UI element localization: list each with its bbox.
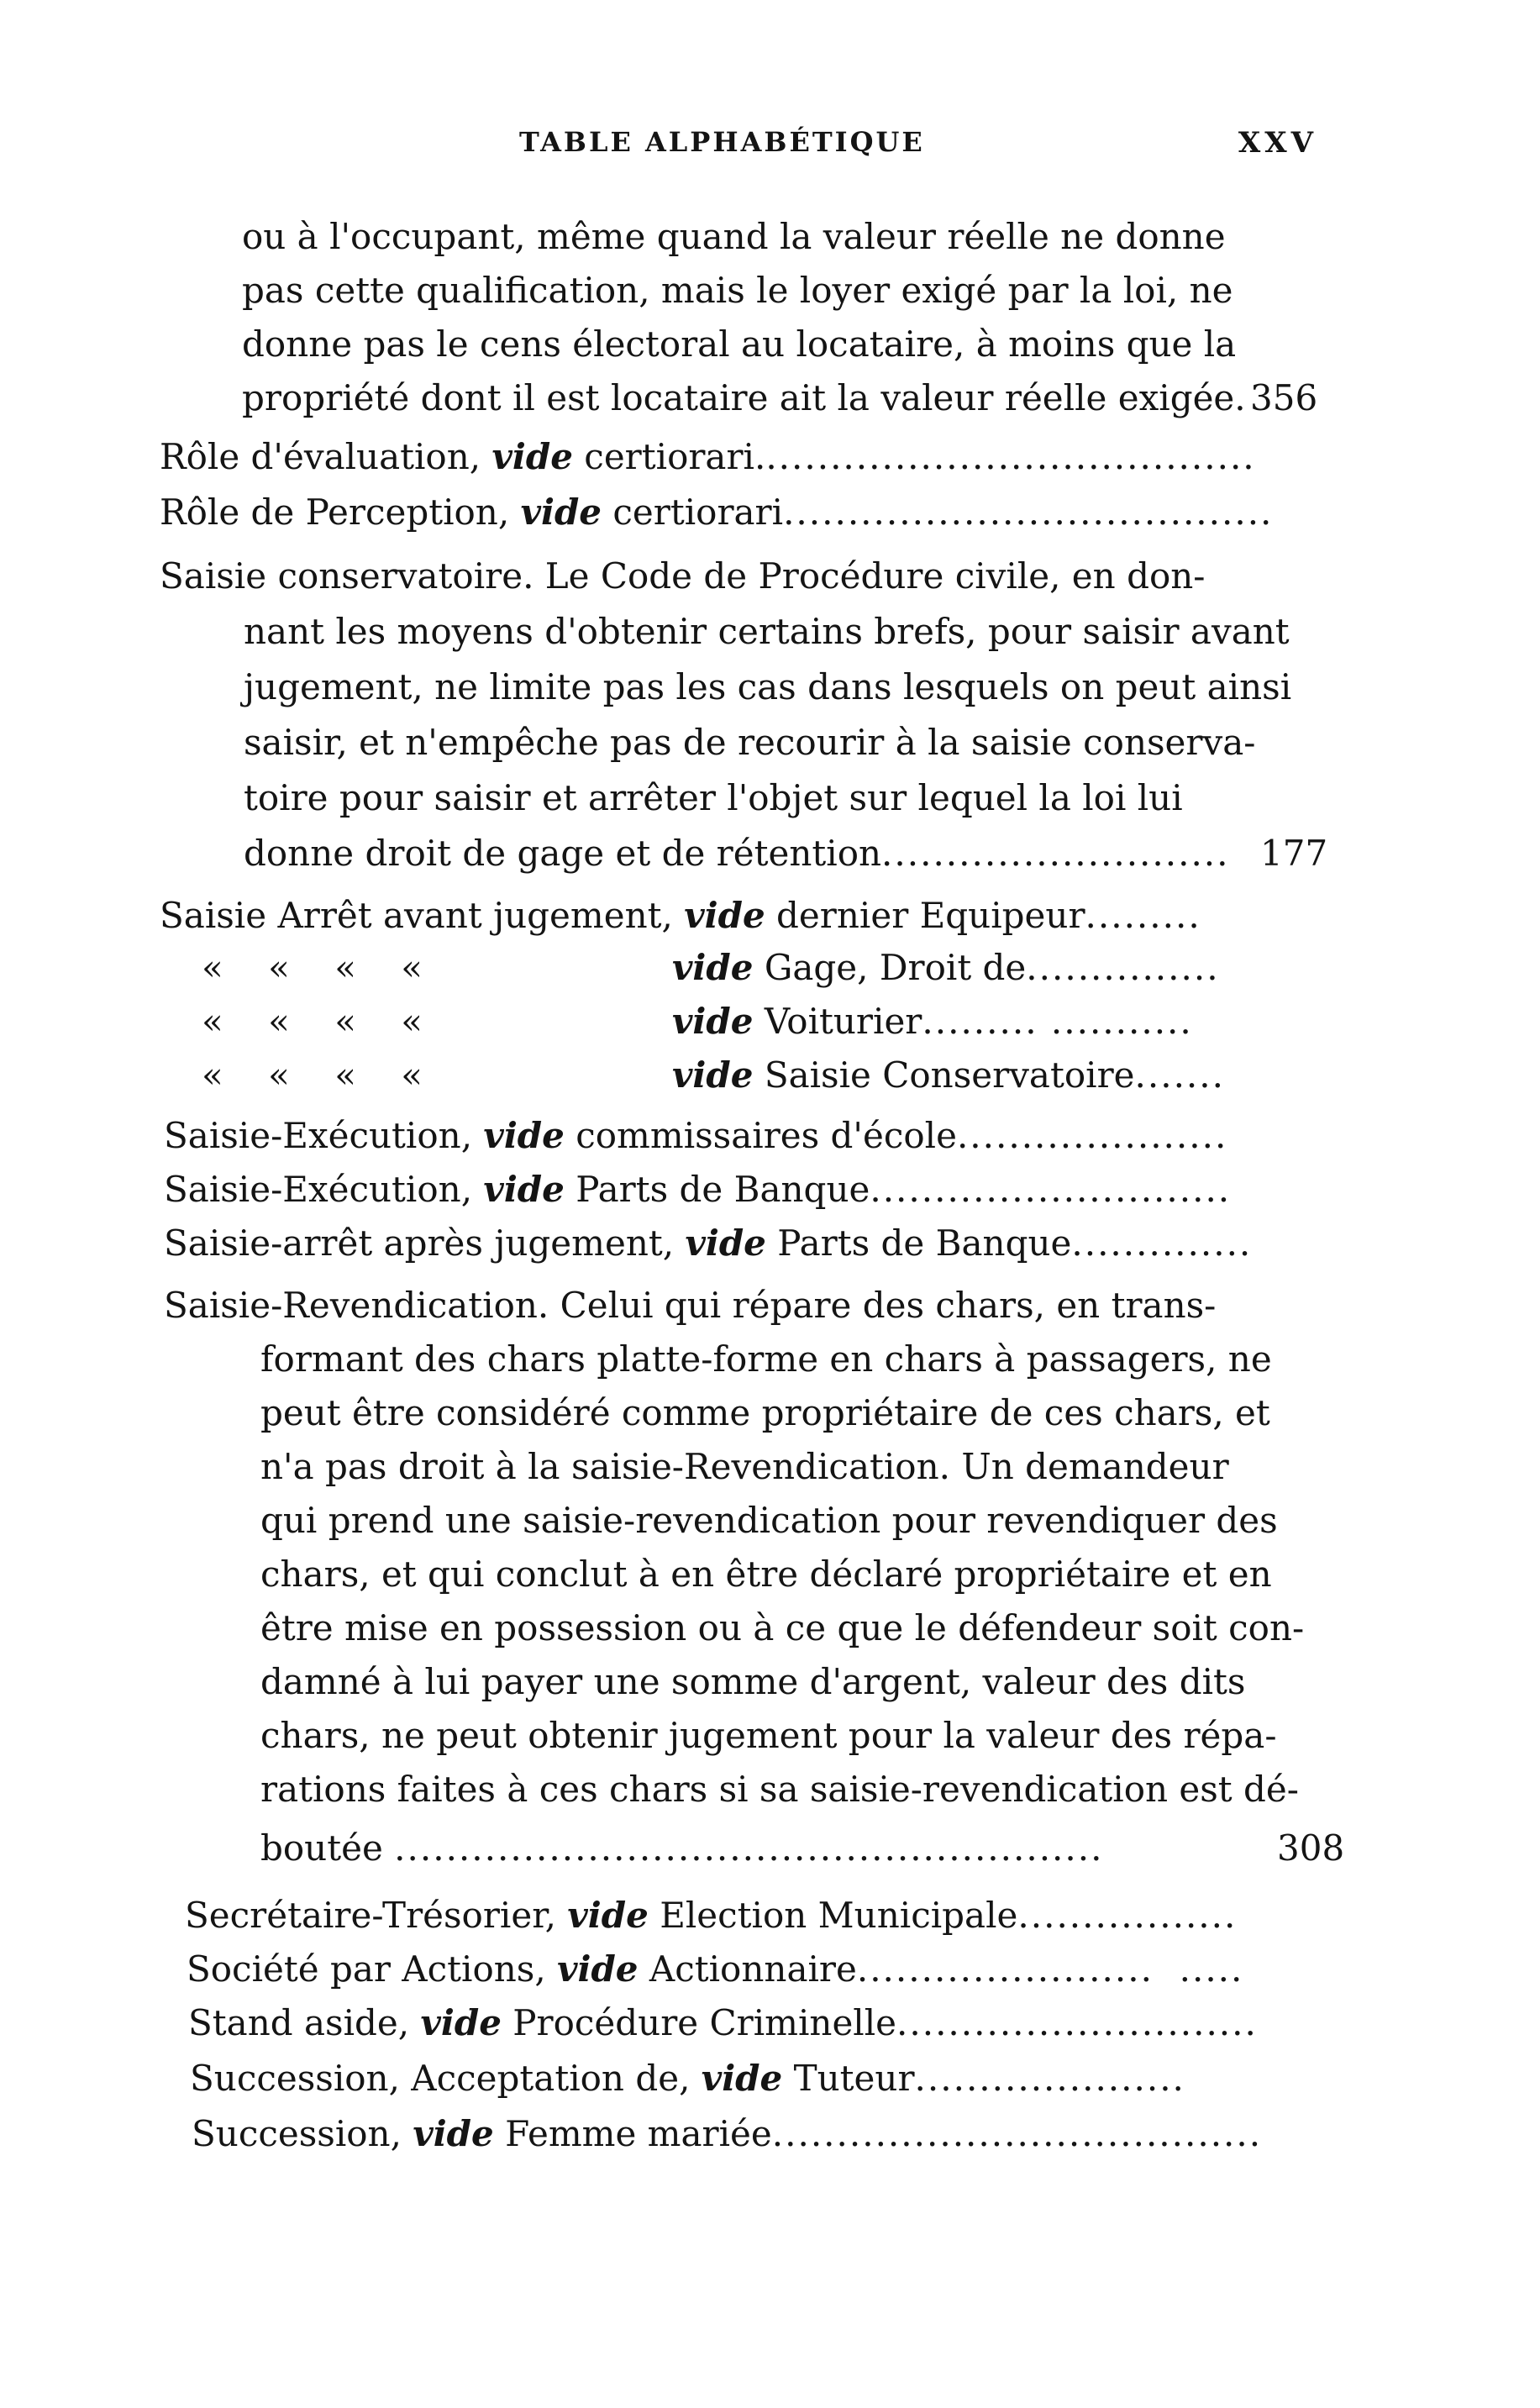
cross-reference: commissaires d'école bbox=[576, 1115, 957, 1156]
entry-line: nant les moyens d'obtenir certains brefs, pour saisir avant bbox=[244, 611, 1290, 652]
cross-reference: Voiturier bbox=[764, 1001, 922, 1042]
dot-leader: .............. bbox=[1071, 1222, 1253, 1264]
cross-reference: Actionnaire bbox=[649, 1948, 857, 1990]
index-entry bbox=[185, 1894, 1237, 1937]
entry-line: chars, et qui conclut à en être déclaré propriétaire et en bbox=[260, 1554, 1272, 1595]
dot-leader: ............................ bbox=[870, 1169, 1232, 1210]
dot-leader: ............... bbox=[1026, 947, 1220, 988]
entry-line: jugement, ne limite pas les cas dans lesquels on peut ainsi bbox=[244, 666, 1292, 707]
entry-line: n'a pas droit à la saisie-Revendication. Un demandeur bbox=[260, 1446, 1229, 1487]
dot-leader: ....................................................... bbox=[394, 1827, 1104, 1869]
entry-line: toire pour saisir et arrêter l'objet sur lequel la loi lui bbox=[244, 777, 1183, 818]
dot-leader: ...................................... bbox=[771, 2113, 1263, 2154]
vide-label: vide bbox=[557, 1948, 639, 1990]
vide-label: vide bbox=[491, 436, 573, 477]
vide-label: vide bbox=[672, 1054, 754, 1096]
dot-leader: ......... bbox=[1085, 895, 1201, 936]
ditto-marks: « « « « bbox=[202, 947, 423, 988]
index-entry bbox=[164, 1168, 1231, 1212]
running-head-title: TABLE ALPHABÉTIQUE bbox=[519, 126, 925, 158]
ditto-entry bbox=[202, 1054, 1225, 1097]
entry-line: être mise en possession ou à ce que le défendeur soit con- bbox=[260, 1607, 1305, 1648]
page-reference: 177 bbox=[1260, 833, 1328, 874]
entry-line bbox=[244, 832, 1328, 875]
entry-line: pas cette qualification, mais le loyer exigé par la loi, ne bbox=[242, 270, 1233, 311]
entry-heading: Rôle de Perception, bbox=[160, 492, 510, 533]
entry-heading: Succession, bbox=[192, 2113, 402, 2154]
dot-leader: ....... bbox=[1134, 1054, 1225, 1096]
entry-heading: Société par Actions, bbox=[187, 1948, 546, 1990]
dot-leader: ...................................... bbox=[765, 436, 1256, 477]
entry-line: Saisie-Revendication. Celui qui répare des chars, en trans- bbox=[164, 1285, 1217, 1326]
running-head bbox=[0, 126, 1540, 166]
cross-reference: Femme mariée bbox=[505, 2113, 772, 2154]
vide-label: vide bbox=[420, 2002, 502, 2043]
dot-leader: ....................... ..... bbox=[856, 1948, 1244, 1990]
entry-heading: Saisie-Exécution, bbox=[164, 1169, 473, 1210]
entry-text: boutée bbox=[260, 1827, 383, 1869]
entry-line: donne pas le cens électoral au locataire, à moins que la bbox=[242, 323, 1237, 365]
ditto-marks: « « « « bbox=[202, 1054, 423, 1096]
vide-label: vide bbox=[701, 2058, 783, 2099]
entry-heading: Saisie-arrêt après jugement, bbox=[164, 1222, 675, 1264]
index-entry bbox=[188, 2001, 1258, 2045]
entry-line: ou à l'occupant, même quand la valeur réelle ne donne bbox=[242, 216, 1226, 257]
cross-reference: dernier Equipeur bbox=[776, 895, 1085, 936]
index-entry bbox=[190, 2057, 1185, 2100]
vide-label: vide bbox=[483, 1169, 565, 1210]
ditto-entry bbox=[202, 1000, 1193, 1044]
entry-line: rations faites à ces chars si sa saisie-revendication est dé- bbox=[260, 1769, 1299, 1810]
cross-reference: Procédure Criminelle bbox=[512, 2002, 897, 2043]
vide-label: vide bbox=[685, 1222, 766, 1264]
cross-reference: Parts de Banque bbox=[777, 1222, 1072, 1264]
entry-text: propriété dont il est locataire ait la valeur réelle exigée. bbox=[242, 377, 1246, 418]
vide-label: vide bbox=[672, 1001, 754, 1042]
vide-label: vide bbox=[672, 947, 754, 988]
dot-leader: ............................ bbox=[896, 2002, 1258, 2043]
vide-label: vide bbox=[483, 1115, 565, 1156]
dot-leader: ........................... bbox=[881, 833, 1230, 874]
index-entry bbox=[164, 1222, 1252, 1265]
cross-reference: Election Municipale bbox=[660, 1895, 1018, 1936]
index-entry bbox=[160, 894, 1201, 938]
entry-line: saisir, et n'empêche pas de recourir à la saisie conserva- bbox=[244, 722, 1256, 763]
entry-line: damné à lui payer une somme d'argent, valeur des dits bbox=[260, 1661, 1246, 1702]
cross-reference: Gage, Droit de bbox=[764, 947, 1027, 988]
ditto-marks: « « « « bbox=[202, 1001, 423, 1042]
entry-heading: Succession, Acceptation de, bbox=[190, 2058, 691, 2099]
index-entry bbox=[192, 2112, 1262, 2156]
entry-heading: Saisie-Exécution, bbox=[164, 1115, 473, 1156]
vide-label: vide bbox=[413, 2113, 494, 2154]
ditto-entry bbox=[202, 946, 1220, 990]
entry-line: formant des chars platte-forme en chars à passagers, ne bbox=[260, 1338, 1272, 1380]
page-reference: 356 bbox=[1250, 377, 1318, 418]
dot-leader: ...................................... bbox=[783, 492, 1274, 533]
cross-reference: certiorari. bbox=[584, 436, 766, 477]
index-entry bbox=[160, 491, 1273, 534]
index-entry bbox=[187, 1948, 1243, 1991]
dot-leader: ..................... bbox=[914, 2058, 1185, 2099]
entry-line: peut être considéré comme propriétaire de ces chars, et bbox=[260, 1392, 1270, 1433]
entry-heading: Rôle d'évaluation, bbox=[160, 436, 481, 477]
vide-label: vide bbox=[520, 492, 602, 533]
dot-leader: ......... ........... bbox=[922, 1001, 1193, 1042]
page-reference: 308 bbox=[1277, 1827, 1345, 1869]
entry-heading: Secrétaire-Trésorier, bbox=[185, 1895, 557, 1936]
vide-label: vide bbox=[684, 895, 765, 936]
cross-reference: Tuteur bbox=[793, 2058, 915, 2099]
entry-line: Saisie conservatoire. Le Code de Procédure civile, en don- bbox=[160, 555, 1206, 597]
entry-line bbox=[242, 376, 1318, 420]
cross-reference: Saisie Conservatoire bbox=[764, 1054, 1135, 1096]
cross-reference: certiorari bbox=[612, 492, 784, 533]
dot-leader: ..................... bbox=[956, 1115, 1228, 1156]
index-entry bbox=[160, 435, 1256, 479]
vide-label: vide bbox=[567, 1895, 649, 1936]
index-entry bbox=[164, 1114, 1227, 1158]
entry-text: donne droit de gage et de rétention bbox=[244, 833, 882, 874]
entry-line: chars, ne peut obtenir jugement pour la valeur des répa- bbox=[260, 1715, 1277, 1756]
running-head-page-number: XXV bbox=[1238, 126, 1317, 160]
entry-heading: Saisie Arrêt avant jugement, bbox=[160, 895, 673, 936]
entry-heading: Stand aside, bbox=[188, 2002, 410, 2043]
cross-reference: Parts de Banque bbox=[576, 1169, 870, 1210]
entry-line bbox=[260, 1827, 1345, 1870]
entry-line: qui prend une saisie-revendication pour revendiquer des bbox=[260, 1500, 1278, 1541]
dot-leader: ................. bbox=[1017, 1895, 1238, 1936]
